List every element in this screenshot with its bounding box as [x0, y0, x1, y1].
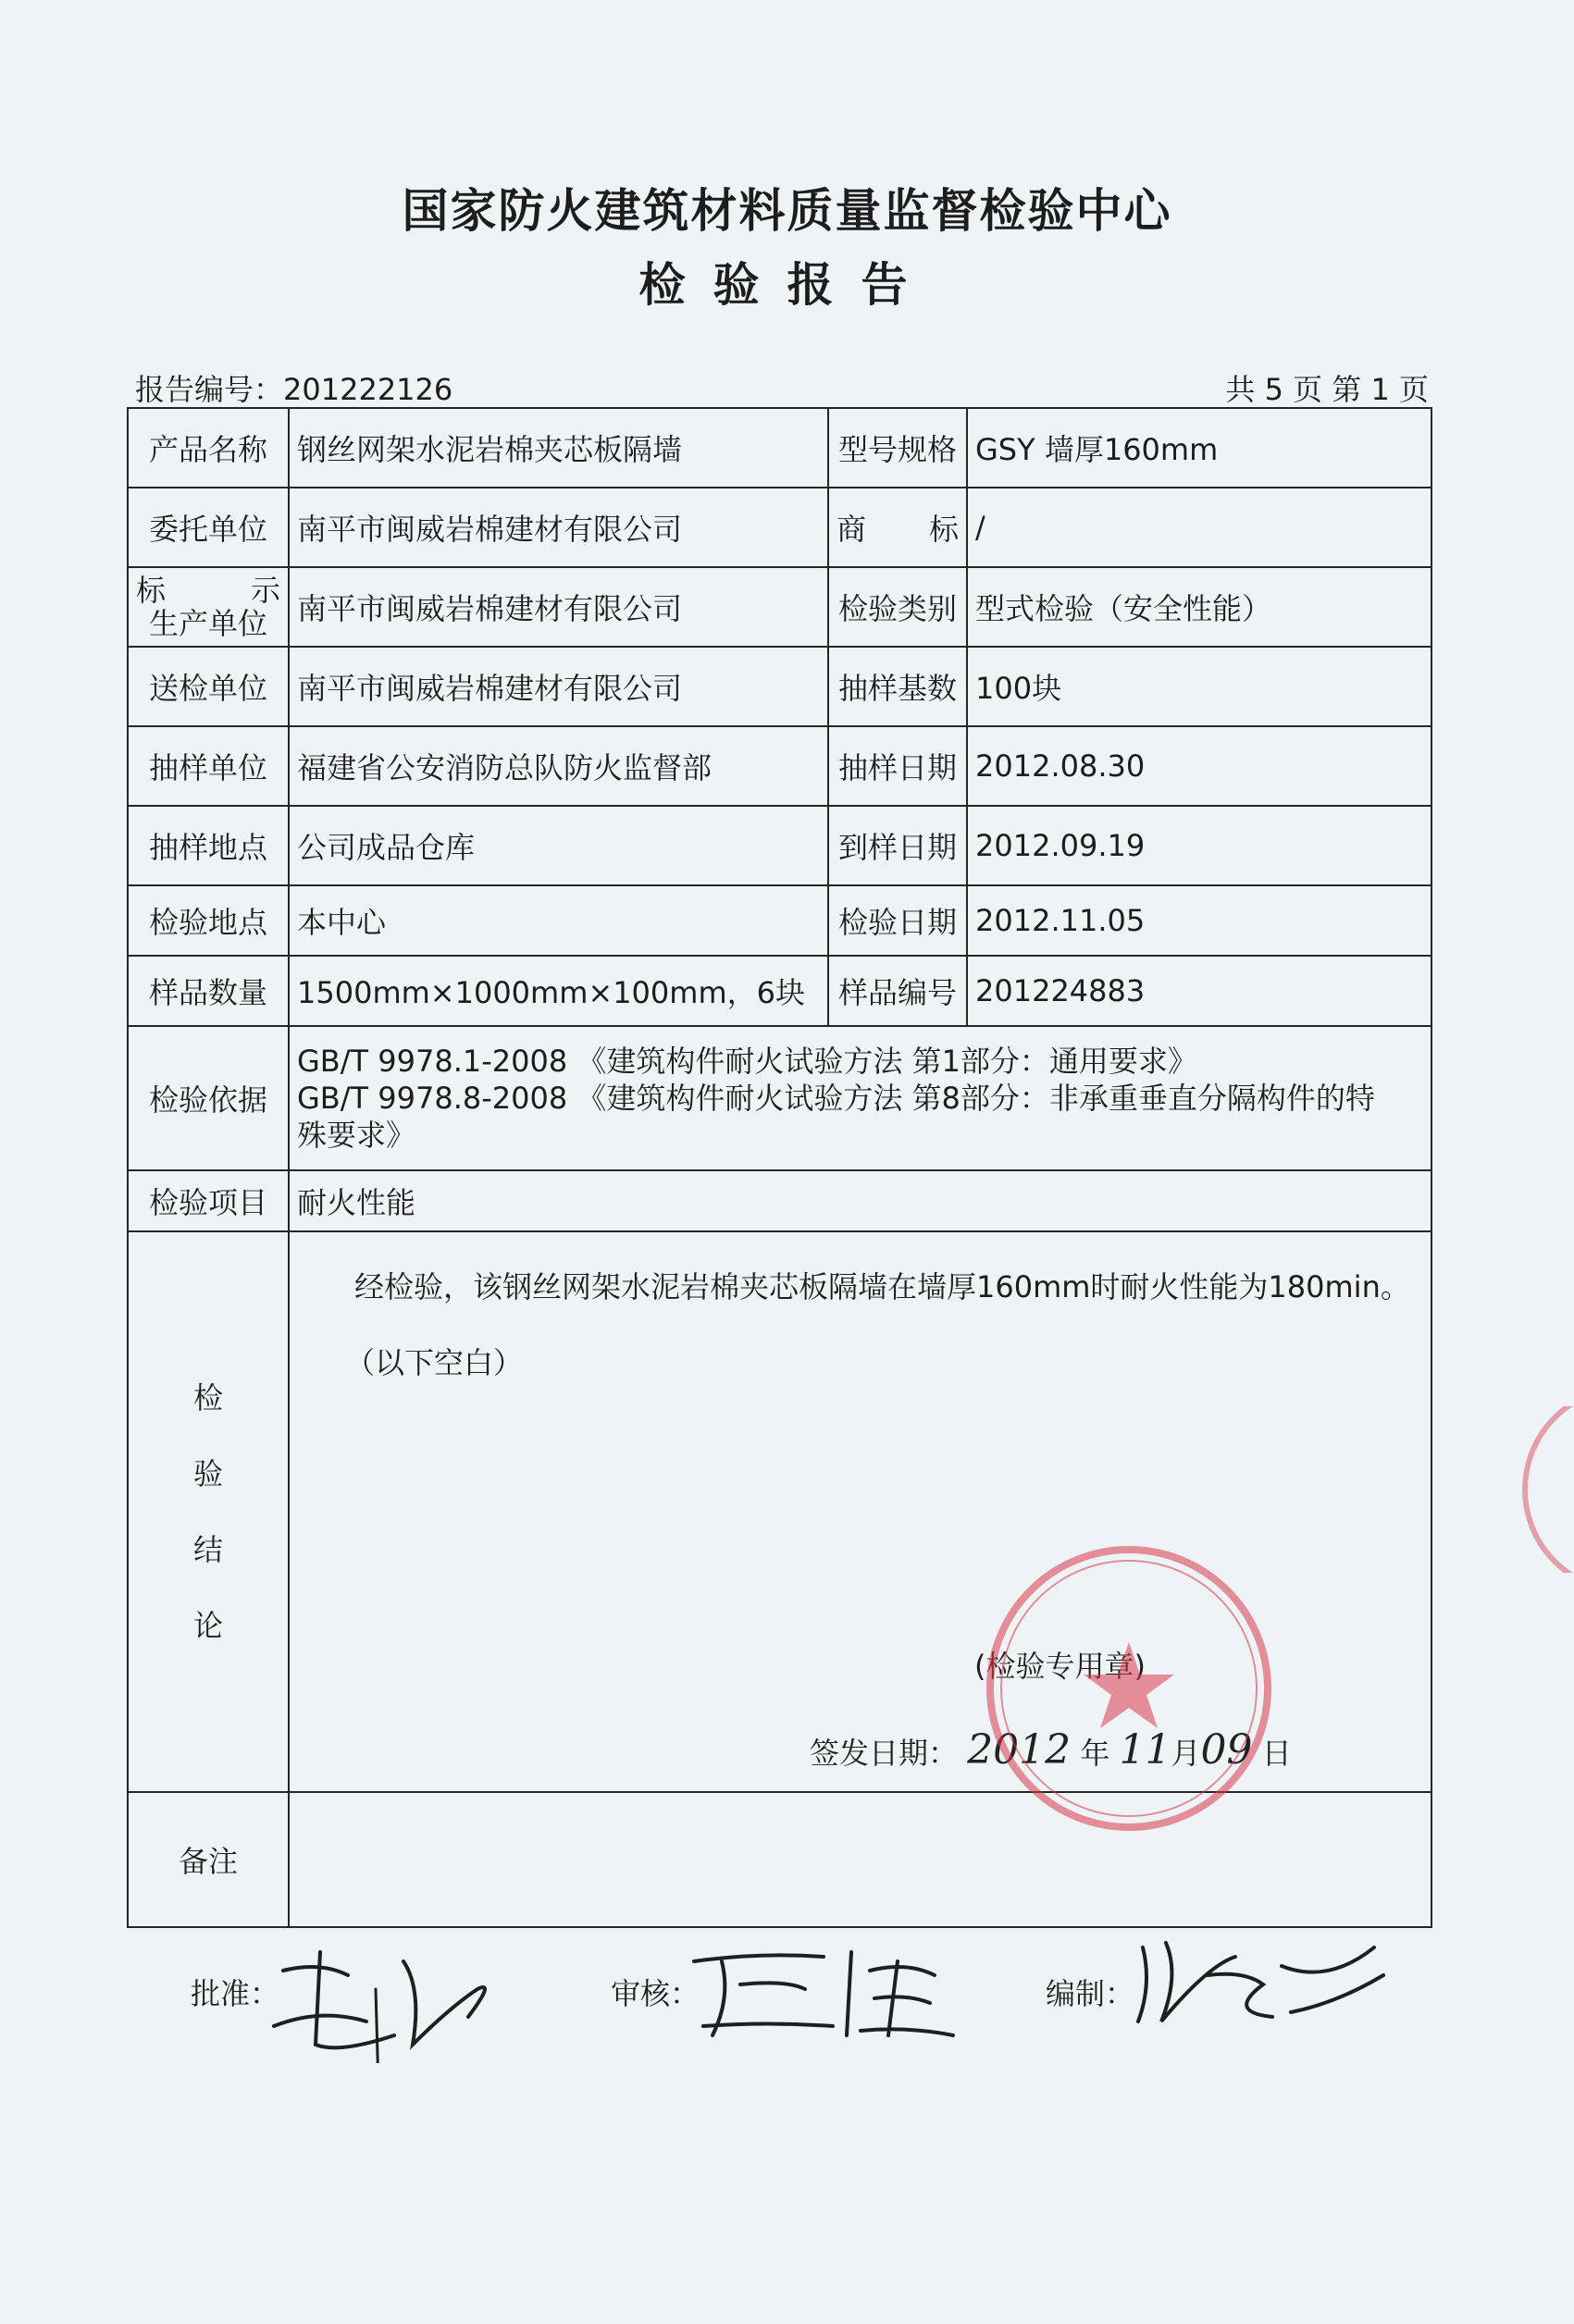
test-date-label: 检验日期 — [828, 885, 967, 956]
client-label: 委托单位 — [128, 488, 289, 567]
table-row — [128, 885, 1431, 956]
model-spec-value: GSY 墙厚160mm — [967, 408, 1431, 488]
report-number-label: 报告编号： — [135, 372, 284, 407]
items-value: 耐火性能 — [289, 1170, 1431, 1231]
conclusion-label-char: 检 — [192, 1380, 223, 1415]
issue-year: 2012 — [967, 1726, 1072, 1774]
report-number — [135, 366, 452, 409]
sample-no-label: 样品编号 — [828, 956, 967, 1026]
doc-title: 检验报告 — [638, 258, 936, 312]
conclusion-text: 经检验，该钢丝网架水泥岩棉夹芯板隔墙在墙厚160mm时耐火性能为180min。 — [354, 1269, 1410, 1304]
product-name-value: 钢丝网架水泥岩棉夹芯板隔墙 — [289, 408, 828, 488]
sampling-place-value: 公司成品仓库 — [289, 806, 828, 885]
sample-no-value: 201224883 — [967, 956, 1431, 1026]
submitter-label: 送检单位 — [128, 647, 289, 726]
sample-qty-label: 样品数量 — [128, 956, 289, 1026]
blank-note: （以下空白） — [345, 1345, 524, 1380]
manufacturer-label — [128, 567, 289, 647]
prepare-signature — [1046, 1971, 1134, 2013]
client-value: 南平市闽威岩棉建材有限公司 — [289, 488, 828, 567]
sampler-value: 福建省公安消防总队防火监督部 — [289, 726, 828, 806]
sampler-label: 抽样单位 — [128, 726, 289, 806]
manufacturer-label-line2: 生产单位 — [148, 606, 267, 641]
basis-line: GB/T 9978.8-2008 《建筑构件耐火试验方法 第8部分：非承重垂直分隔构件的特 — [297, 1081, 1375, 1116]
handwritten-signature-icon — [1124, 1929, 1402, 2040]
conclusion-label — [128, 1231, 289, 1792]
inspection-seal — [981, 1540, 1277, 1836]
approve-label: 批准： — [191, 1976, 280, 2011]
issue-month: 11 — [1119, 1726, 1171, 1774]
table-row — [128, 408, 1431, 488]
handwritten-signature-icon — [685, 1934, 962, 2045]
manufacturer-label-line1: 标示 — [136, 573, 280, 608]
table-row — [128, 567, 1431, 647]
review-label: 审核： — [611, 1976, 700, 2011]
issue-date-label: 签发日期： — [810, 1736, 959, 1771]
report-number-value: 201222126 — [283, 372, 453, 407]
product-name-label: 产品名称 — [128, 408, 289, 488]
test-place-value: 本中心 — [289, 885, 828, 956]
basis-value — [289, 1026, 1431, 1170]
sample-base-label: 抽样基数 — [828, 647, 967, 726]
model-spec-label: 型号规格 — [828, 408, 967, 488]
sample-base-value: 100块 — [967, 647, 1431, 726]
test-type-label: 检验类别 — [828, 567, 967, 647]
sampling-place-label: 抽样地点 — [128, 806, 289, 885]
arrival-date-value: 2012.09.19 — [967, 806, 1431, 885]
sampling-date-label: 抽样日期 — [828, 726, 967, 806]
basis-line: GB/T 9978.1-2008 《建筑构件耐火试验方法 第1部分：通用要求》 — [297, 1044, 1197, 1079]
page-info: 共 5 页 第 1 页 — [1225, 372, 1429, 407]
table-row — [128, 647, 1431, 726]
table-row — [128, 956, 1431, 1026]
conclusion-label-char: 结 — [192, 1532, 223, 1567]
table-row — [128, 1170, 1431, 1231]
table-row — [128, 1026, 1431, 1170]
table-row — [128, 806, 1431, 885]
conclusion-label-char: 论 — [192, 1608, 223, 1643]
year-char: 年 — [1080, 1736, 1110, 1771]
remarks-label: 备注 — [128, 1792, 289, 1927]
basis-line: 殊要求》 — [297, 1118, 416, 1153]
sampling-date-value: 2012.08.30 — [967, 726, 1431, 806]
day-char: 日 — [1261, 1736, 1292, 1771]
basis-label: 检验依据 — [128, 1026, 289, 1170]
partial-seal-edge — [1506, 1406, 1574, 1573]
conclusion-label-char: 验 — [192, 1456, 223, 1491]
handwritten-signature-icon — [265, 1934, 505, 2063]
test-date-value: 2012.11.05 — [967, 885, 1431, 956]
arrival-date-label: 到样日期 — [828, 806, 967, 885]
review-signature — [611, 1971, 700, 2013]
approve-signature — [191, 1971, 279, 2013]
table-row — [128, 488, 1431, 567]
test-place-label: 检验地点 — [128, 885, 289, 956]
prepare-label: 编制： — [1046, 1976, 1135, 2011]
trademark-value: / — [967, 488, 1431, 567]
submitter-value: 南平市闽威岩棉建材有限公司 — [289, 647, 828, 726]
sample-qty-value: 1500mm×1000mm×100mm，6块 — [289, 956, 828, 1026]
test-type-value: 型式检验（安全性能） — [967, 567, 1431, 647]
table-row — [128, 726, 1431, 806]
items-label: 检验项目 — [128, 1170, 289, 1231]
stamp-label: (检验专用章) — [974, 1649, 1146, 1684]
org-title: 国家防火建筑材料质量监督检验中心 — [402, 184, 1172, 238]
month-char: 月 — [1171, 1736, 1201, 1771]
issue-day: 09 — [1200, 1726, 1253, 1774]
manufacturer-value: 南平市闽威岩棉建材有限公司 — [289, 567, 828, 647]
trademark-label: 商标 — [828, 488, 967, 567]
